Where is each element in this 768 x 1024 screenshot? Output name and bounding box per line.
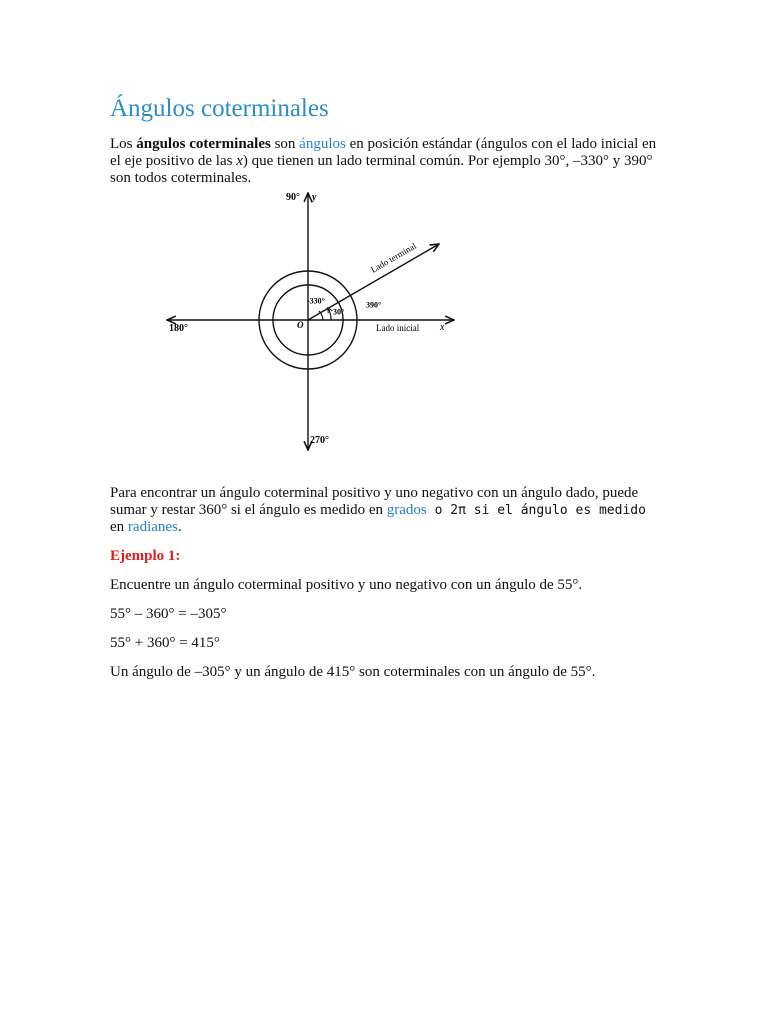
para2-mono-text: o 2π si el ángulo es medido — [426, 503, 646, 518]
label-x: x — [440, 322, 445, 333]
intro-text-2: son — [270, 136, 300, 152]
para2-text-2: en — [110, 519, 128, 535]
document-page — [110, 88, 670, 681]
link-radianes[interactable]: radianes — [127, 519, 178, 535]
example-conclusion: Un ángulo de –305° y un ángulo de 415° son coterminales con un ángulo de 55°. — [110, 664, 596, 680]
label-30: 30° — [333, 307, 345, 317]
para2-text-3: . — [177, 519, 182, 535]
para2-text-1: Para encontrar un ángulo coterminal positivo y uno negativo con un ángulo dado, puede sumar y restar 360° si el ángulo es medido en — [110, 485, 639, 518]
intro-text-3: en posición estándar (ángulos con el lado inicial en el eje positivo de las — [110, 136, 657, 169]
example-calc-add: 55° + 360° = 415° — [110, 635, 220, 651]
label-y: y — [312, 192, 317, 203]
intro-text-1: Los — [110, 136, 137, 152]
intro-paragraph — [110, 136, 670, 187]
label-lado-inicial: Lado inicial — [376, 323, 420, 334]
intro-italic-x: x — [236, 153, 243, 169]
example-statement: Encuentre un ángulo coterminal positivo y uno negativo con un ángulo de 55°. — [110, 577, 583, 593]
label-270: 270° — [310, 435, 329, 446]
arc-30 — [328, 308, 331, 320]
label-90: 90° — [286, 192, 300, 203]
paragraph-find-coterminal — [110, 485, 670, 536]
label-180: 180° — [169, 323, 188, 334]
example-heading: Ejemplo 1: — [110, 548, 181, 564]
label-origin: O — [297, 320, 304, 331]
label-390: 390° — [366, 300, 382, 310]
coterminal-angles-diagram — [161, 187, 461, 477]
page-title: Ángulos coterminales — [110, 95, 329, 122]
intro-text-4: ) que tienen un lado terminal común. Por ejemplo 30°, –330° y 390° son todos coterminales. — [110, 153, 653, 186]
link-grados[interactable]: grados — [386, 502, 427, 518]
label-neg330: -330° — [307, 296, 325, 306]
intro-bold-term: ángulos coterminales — [136, 136, 271, 152]
example-calc-subtract: 55° – 360° = –305° — [110, 606, 227, 622]
label-lado-terminal: Lado terminal — [369, 240, 418, 275]
link-angulos[interactable]: ángulos — [299, 136, 346, 152]
